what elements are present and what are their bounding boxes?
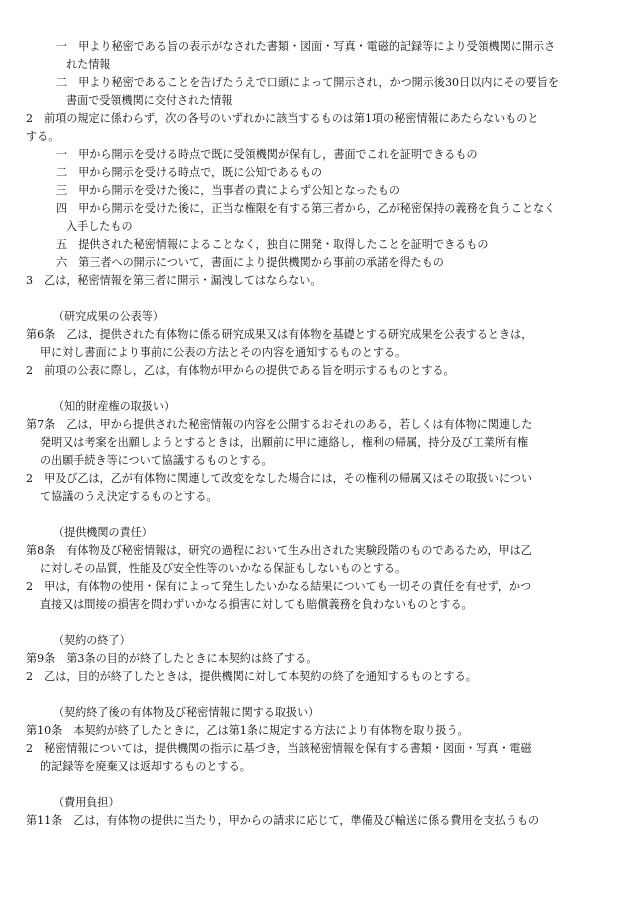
- clause-2-line-2: する。: [26, 130, 60, 143]
- article-6-line-1: 第6条 乙は，提供された有体物に係る研究成果又は有体物を基礎とする研究成果を公表するときは，: [26, 328, 533, 341]
- article-8-line-2: に対しその品質，性能及び安全性等のいかなる保証もしないものとする。: [40, 562, 407, 575]
- article-9-clause-2: 2 乙は，目的が終了したときは，提供機関に対して本契約の終了を通知するものとする。: [26, 670, 477, 683]
- article-7-line-1: 第7条 乙は，甲から提供された秘密情報の内容を公開するおそれのある，若しくは有体物に関連した: [26, 418, 533, 431]
- item-1-line-1: 一 甲より秘密である旨の表示がなされた書類・図面・写真・電磁的記録等により受領機関に開示さ: [56, 40, 556, 53]
- clause-2-line-1: 2 前項の規定に係わらず，次の各号のいずれかに該当するものは第1項の秘密情報にあたらないものと: [26, 112, 539, 125]
- clause-3: 3 乙は，秘密情報を第三者に開示・漏洩してはならない。: [26, 274, 322, 287]
- section-heading-responsibility: （提供機関の責任）: [53, 526, 153, 539]
- section-heading-costs: （費用負担）: [53, 796, 120, 809]
- article-7-line-3: の出願手続き等について協議するものとする。: [40, 454, 273, 467]
- article-7-clause-2-line-1: 2 甲及び乙は，乙が有体物に関連して改変をなした場合には，その権利の帰属又はその取扱いについ: [26, 472, 533, 485]
- item-1-line-2: れた情報: [66, 58, 111, 71]
- exception-3: 三 甲から開示を受けた後に，当事者の責によらず公知となったもの: [56, 184, 400, 197]
- section-heading-termination: （契約の終了）: [53, 634, 131, 647]
- article-10-clause-2-line-2: 的記録等を廃棄又は返却するものとする。: [40, 760, 251, 773]
- article-8-clause-2-line-2: 直接又は間接の損害を問わずいかなる損害に対しても賠償義務を負わないものとする。: [40, 598, 473, 611]
- section-heading-ip: （知的財産権の取扱い）: [53, 400, 176, 413]
- article-7-line-2: 発明又は考案を出願しようとするときは，出願前に甲に連絡し，権利の帰属，持分及び工業所有権: [40, 436, 529, 449]
- exception-6: 六 第三者への開示について，書面により提供機関から事前の承諾を得たもの: [56, 256, 444, 269]
- item-2-line-1: 二 甲より秘密であることを告げたうえで口頭によって開示され，かつ開示後30日以内にその要旨を: [56, 76, 559, 89]
- article-8-line-1: 第8条 有体物及び秘密情報は，研究の過程において生み出された実験段階のものであるため，甲は乙: [26, 544, 532, 557]
- article-7-clause-2-line-2: て協議のうえ決定するものとする。: [40, 490, 218, 503]
- article-6-line-2: 甲に対し書面により事前に公表の方法とその内容を通知するものとする。: [40, 346, 407, 359]
- exception-1: 一 甲から開示を受ける時点で既に受領機関が保有し，書面でこれを証明できるもの: [56, 148, 478, 161]
- article-11-line-1: 第11条 乙は，有体物の提供に当たり，甲からの請求に応じて，準備及び輸送に係る費用を支払うもの: [26, 814, 540, 827]
- article-10-line-1: 第10条 本契約が終了したときに，乙は第1条に規定する方法により有体物を取り扱う。: [26, 724, 469, 737]
- exception-4-line-1: 四 甲から開示を受けた後に，正当な権限を有する第三者から，乙が秘密保持の義務を負うことなく: [56, 202, 556, 215]
- article-9-line-1: 第9条 第3条の目的が終了したときに本契約は終了する。: [26, 652, 318, 665]
- article-8-clause-2-line-1: 2 甲は，有体物の使用・保有によって発生したいかなる結果についても一切その責任を有せず，かつ: [26, 580, 532, 593]
- article-6-clause-2: 2 前項の公表に際し，乙は，有体物が甲からの提供である旨を明示するものとする。: [26, 364, 455, 377]
- item-2-line-2: 書面で受領機関に交付された情報: [66, 94, 233, 107]
- exception-4-line-2: 入手したもの: [66, 220, 133, 233]
- exception-5: 五 提供された秘密情報によることなく，独自に開発・取得したことを証明できるもの: [56, 238, 489, 251]
- section-heading-post-termination: （契約終了後の有体物及び秘密情報に関する取扱い）: [53, 706, 320, 719]
- exception-2: 二 甲から開示を受ける時点で，既に公知であるもの: [56, 166, 323, 179]
- article-10-clause-2-line-1: 2 秘密情報については，提供機関の指示に基づき，当該秘密情報を保有する書類・図面・写真・電磁: [26, 742, 532, 755]
- section-heading-publication: （研究成果の公表等）: [53, 310, 164, 323]
